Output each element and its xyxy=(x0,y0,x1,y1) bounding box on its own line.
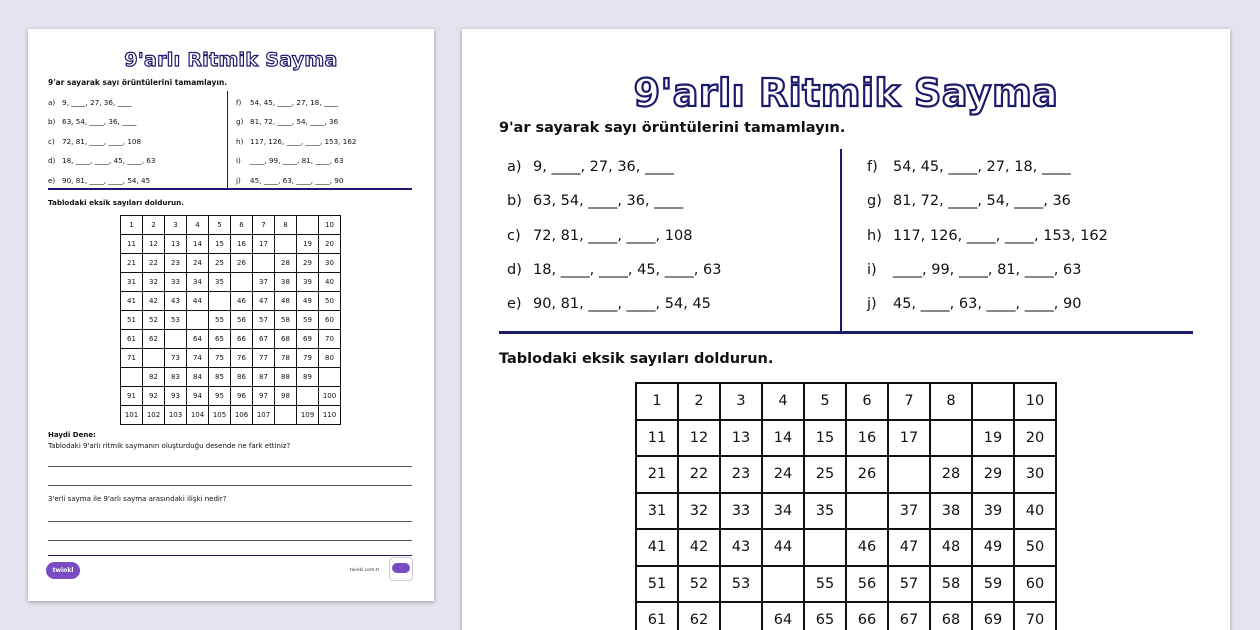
grid-cell: 6 xyxy=(231,216,253,235)
grid-cell-blank xyxy=(275,406,297,425)
grid-row xyxy=(121,406,341,425)
grid-cell: 42 xyxy=(678,529,720,566)
problem-sequence: 90, 81, ____, ____, 54, 45 xyxy=(533,296,711,313)
problem-label: f) xyxy=(236,98,242,107)
grid-row xyxy=(636,493,1056,530)
grid-cell: 20 xyxy=(1014,420,1056,457)
problem-item xyxy=(867,287,1108,321)
grid-cell: 17 xyxy=(253,235,275,254)
grid-cell: 97 xyxy=(253,387,275,406)
worksheet-thumbnail xyxy=(28,29,434,601)
grid-cell: 44 xyxy=(187,292,209,311)
grid-cell: 20 xyxy=(319,235,341,254)
problem-label: j) xyxy=(867,296,877,313)
grid-row xyxy=(121,254,341,273)
grid-cell: 49 xyxy=(297,292,319,311)
grid-cell: 28 xyxy=(275,254,297,273)
grid-cell: 38 xyxy=(275,273,297,292)
grid-cell-blank xyxy=(804,529,846,566)
grid-cell: 48 xyxy=(275,292,297,311)
grid-cell: 64 xyxy=(762,602,804,630)
grid-cell: 21 xyxy=(636,456,678,493)
problem-label: f) xyxy=(867,159,878,175)
grid-cell: 32 xyxy=(678,493,720,530)
problem-label: b) xyxy=(48,117,56,127)
grid-cell: 46 xyxy=(231,292,253,311)
problem-label: g) xyxy=(867,193,882,210)
grid-row xyxy=(121,235,341,254)
grid-cell: 77 xyxy=(253,349,275,368)
problem-label: a) xyxy=(48,98,56,107)
problem-label: h) xyxy=(867,227,882,244)
grid-cell: 95 xyxy=(209,387,231,406)
column-divider xyxy=(227,91,228,188)
grid-cell: 35 xyxy=(209,273,231,292)
grid-cell: 17 xyxy=(888,420,930,457)
grid-cell: 60 xyxy=(319,311,341,330)
grid-cell: 39 xyxy=(972,493,1014,530)
problem-label: c) xyxy=(48,136,55,146)
grid-row xyxy=(636,529,1056,566)
grid-cell: 51 xyxy=(121,311,143,330)
problem-item xyxy=(507,253,721,287)
problem-label: j) xyxy=(236,175,241,185)
grid-cell: 65 xyxy=(804,602,846,630)
grid-row xyxy=(121,292,341,311)
grid-cell: 23 xyxy=(720,456,762,493)
grid-cell: 13 xyxy=(165,235,187,254)
problem-item xyxy=(507,287,721,321)
grid-cell: 67 xyxy=(888,602,930,630)
grid-cell-blank xyxy=(930,420,972,457)
grid-cell: 52 xyxy=(678,566,720,603)
grid-cell: 23 xyxy=(165,254,187,273)
grid-cell: 76 xyxy=(231,349,253,368)
grid-row xyxy=(121,368,341,387)
grid-cell: 1 xyxy=(636,383,678,420)
grid-cell: 94 xyxy=(187,387,209,406)
grid-cell: 24 xyxy=(187,254,209,273)
grid-cell: 56 xyxy=(231,311,253,330)
problem-label: e) xyxy=(507,296,522,313)
grid-cell: 31 xyxy=(636,493,678,530)
grid-row xyxy=(636,383,1056,420)
problem-item xyxy=(236,132,356,151)
problem-sequence: ____, 99, ____, 81, ____, 63 xyxy=(250,156,344,166)
grid-cell: 71 xyxy=(121,349,143,368)
grid-cell: 19 xyxy=(972,420,1014,457)
grid-cell: 34 xyxy=(187,273,209,292)
problem-label: h) xyxy=(236,136,244,146)
grid-cell: 10 xyxy=(319,216,341,235)
grid-cell: 1 xyxy=(121,216,143,235)
grid-cell: 37 xyxy=(888,493,930,530)
grid-cell: 67 xyxy=(253,330,275,349)
grid-cell: 73 xyxy=(165,349,187,368)
grid-cell: 96 xyxy=(231,387,253,406)
grid-cell: 10 xyxy=(1014,383,1056,420)
grid-row xyxy=(121,349,341,368)
instruction-patterns: 9'ar sayarak sayı örüntülerini tamamlayın. xyxy=(48,78,228,87)
grid-cell: 101 xyxy=(121,406,143,425)
grid-cell: 4 xyxy=(187,216,209,235)
grid-cell: 19 xyxy=(297,235,319,254)
grid-cell: 55 xyxy=(209,311,231,330)
instruction-table: Tablodaki eksik sayıları doldurun. xyxy=(48,198,184,207)
grid-cell: 2 xyxy=(678,383,720,420)
problem-label: d) xyxy=(48,156,56,166)
grid-cell: 43 xyxy=(165,292,187,311)
column-divider xyxy=(840,149,842,332)
grid-cell-blank xyxy=(209,292,231,311)
grid-cell: 59 xyxy=(972,566,1014,603)
problem-sequence: 9, ____, 27, 36, ____ xyxy=(62,98,132,107)
grid-cell: 103 xyxy=(165,406,187,425)
problem-item xyxy=(507,150,721,184)
grid-cell-blank xyxy=(253,254,275,273)
grid-cell: 105 xyxy=(209,406,231,425)
grid-cell: 57 xyxy=(253,311,275,330)
problem-sequence: 63, 54, ____, 36, ____ xyxy=(533,193,684,210)
grid-cell: 66 xyxy=(231,330,253,349)
grid-cell: 88 xyxy=(275,368,297,387)
grid-cell: 91 xyxy=(121,387,143,406)
grid-cell: 33 xyxy=(165,273,187,292)
grid-cell: 66 xyxy=(846,602,888,630)
grid-cell-blank xyxy=(297,387,319,406)
grid-cell: 58 xyxy=(275,311,297,330)
grid-cell: 47 xyxy=(253,292,275,311)
try-heading: Haydi Dene: xyxy=(48,431,96,439)
grid-cell: 39 xyxy=(297,273,319,292)
grid-cell: 11 xyxy=(636,420,678,457)
grid-row xyxy=(636,602,1056,630)
grid-cell: 34 xyxy=(762,493,804,530)
problem-item xyxy=(236,112,356,131)
grid-cell-blank xyxy=(121,368,143,387)
problem-sequence: 81, 72, ____, 54, ____, 36 xyxy=(250,117,339,127)
grid-cell: 64 xyxy=(187,330,209,349)
grid-row xyxy=(636,420,1056,457)
grid-cell-blank xyxy=(231,273,253,292)
grid-cell: 50 xyxy=(319,292,341,311)
instruction-table: Tablodaki eksik sayıları doldurun. xyxy=(499,351,774,367)
grid-cell: 59 xyxy=(297,311,319,330)
grid-cell-blank xyxy=(846,493,888,530)
question-2: 3'erli sayma ile 9'arlı sayma arasındaki ilişki nedir? xyxy=(48,495,227,503)
grid-cell: 92 xyxy=(143,387,165,406)
problem-item xyxy=(867,219,1108,253)
grid-cell: 104 xyxy=(187,406,209,425)
problem-sequence: 72, 81, ____, ____, 108 xyxy=(533,227,693,244)
grid-cell: 29 xyxy=(972,456,1014,493)
grid-cell: 22 xyxy=(678,456,720,493)
problem-sequence: ____, 99, ____, 81, ____, 63 xyxy=(893,261,1082,278)
worksheet-zoomed xyxy=(462,29,1230,630)
grid-cell: 61 xyxy=(636,602,678,630)
grid-cell: 5 xyxy=(804,383,846,420)
problem-sequence: 54, 45, ____, 27, 18, ____ xyxy=(893,159,1071,175)
grid-cell: 2 xyxy=(143,216,165,235)
grid-cell: 26 xyxy=(846,456,888,493)
problem-label: c) xyxy=(507,227,521,244)
grid-cell: 60 xyxy=(1014,566,1056,603)
answer-line xyxy=(48,540,412,541)
problem-sequence: 18, ____, ____, 45, ____, 63 xyxy=(533,261,722,278)
problem-item xyxy=(867,253,1108,287)
problem-list-right xyxy=(236,93,356,190)
problem-item xyxy=(507,184,721,218)
grid-cell: 106 xyxy=(231,406,253,425)
problem-item xyxy=(507,219,721,253)
problem-item xyxy=(867,184,1108,218)
grid-cell-blank xyxy=(888,456,930,493)
grid-cell: 26 xyxy=(231,254,253,273)
problem-sequence: 117, 126, ____, ____, 153, 162 xyxy=(893,227,1108,244)
grid-cell: 14 xyxy=(762,420,804,457)
grid-cell: 50 xyxy=(1014,529,1056,566)
grid-cell: 84 xyxy=(187,368,209,387)
grid-cell: 75 xyxy=(209,349,231,368)
grid-cell: 78 xyxy=(275,349,297,368)
page-title: 9'arlı Ritmik Sayma xyxy=(124,49,338,71)
grid-cell: 24 xyxy=(762,456,804,493)
section-divider xyxy=(48,188,412,190)
grid-cell: 80 xyxy=(319,349,341,368)
problem-label: g) xyxy=(236,117,244,127)
answer-line xyxy=(48,466,412,467)
question-1: Tablodaki 9'arlı ritmik saymanın oluşturduğu desende ne fark ettiniz? xyxy=(48,442,291,450)
grid-cell-blank xyxy=(319,368,341,387)
grid-cell: 49 xyxy=(972,529,1014,566)
answer-line xyxy=(48,521,412,522)
grid-cell: 16 xyxy=(846,420,888,457)
grid-cell: 46 xyxy=(846,529,888,566)
problem-sequence: 90, 81, ____, ____, 54, 45 xyxy=(62,175,151,185)
grid-cell: 3 xyxy=(165,216,187,235)
grid-row xyxy=(636,456,1056,493)
grid-cell: 12 xyxy=(143,235,165,254)
grid-cell: 8 xyxy=(275,216,297,235)
grid-cell: 22 xyxy=(143,254,165,273)
answer-line xyxy=(48,485,412,486)
grid-cell: 83 xyxy=(165,368,187,387)
problem-sequence: 117, 126, ____, ____, 153, 162 xyxy=(250,136,357,146)
problem-item xyxy=(48,151,155,170)
problem-sequence: 9, ____, 27, 36, ____ xyxy=(533,159,674,175)
grid-cell: 33 xyxy=(720,493,762,530)
section-divider xyxy=(499,331,1193,334)
grid-cell: 98 xyxy=(275,387,297,406)
grid-cell: 48 xyxy=(930,529,972,566)
problem-sequence: 81, 72, ____, 54, ____, 36 xyxy=(893,193,1071,210)
problem-sequence: 63, 54, ____, 36, ____ xyxy=(62,117,137,127)
grid-cell: 110 xyxy=(319,406,341,425)
grid-cell-blank xyxy=(187,311,209,330)
grid-row xyxy=(121,216,341,235)
grid-cell-blank xyxy=(275,235,297,254)
grid-cell: 55 xyxy=(804,566,846,603)
problem-item xyxy=(867,150,1108,184)
grid-cell: 69 xyxy=(972,602,1014,630)
grid-cell: 37 xyxy=(253,273,275,292)
grid-cell: 35 xyxy=(804,493,846,530)
grid-cell: 21 xyxy=(121,254,143,273)
grid-row xyxy=(121,311,341,330)
grid-cell: 6 xyxy=(846,383,888,420)
grid-cell: 8 xyxy=(930,383,972,420)
grid-cell: 41 xyxy=(636,529,678,566)
problem-label: i) xyxy=(867,261,877,278)
grid-cell: 100 xyxy=(319,387,341,406)
grid-cell: 56 xyxy=(846,566,888,603)
problem-item xyxy=(48,93,155,112)
grid-cell: 7 xyxy=(888,383,930,420)
grid-cell: 69 xyxy=(297,330,319,349)
problem-item xyxy=(48,112,155,131)
grid-cell: 28 xyxy=(930,456,972,493)
grid-cell: 68 xyxy=(930,602,972,630)
grid-cell: 30 xyxy=(1014,456,1056,493)
grid-cell: 14 xyxy=(187,235,209,254)
grid-cell: 7 xyxy=(253,216,275,235)
grid-cell: 93 xyxy=(165,387,187,406)
grid-cell: 29 xyxy=(297,254,319,273)
grid-cell: 79 xyxy=(297,349,319,368)
grid-cell: 3 xyxy=(720,383,762,420)
grid-cell: 85 xyxy=(209,368,231,387)
grid-cell: 15 xyxy=(804,420,846,457)
grid-cell: 61 xyxy=(121,330,143,349)
grid-cell: 31 xyxy=(121,273,143,292)
grid-cell: 40 xyxy=(319,273,341,292)
problem-label: i) xyxy=(236,156,241,166)
grid-cell: 70 xyxy=(319,330,341,349)
grid-cell: 107 xyxy=(253,406,275,425)
grid-cell: 44 xyxy=(762,529,804,566)
problem-label: e) xyxy=(48,175,56,185)
problem-item xyxy=(48,132,155,151)
grid-cell: 58 xyxy=(930,566,972,603)
grid-cell-blank xyxy=(143,349,165,368)
grid-row xyxy=(121,330,341,349)
grid-cell: 89 xyxy=(297,368,319,387)
grid-cell: 25 xyxy=(209,254,231,273)
grid-cell-blank xyxy=(165,330,187,349)
grid-cell-blank xyxy=(972,383,1014,420)
grid-cell: 102 xyxy=(143,406,165,425)
grid-cell: 5 xyxy=(209,216,231,235)
problem-sequence: 54, 45, ____, 27, 18, ____ xyxy=(250,98,339,107)
grid-cell: 62 xyxy=(678,602,720,630)
grid-cell: 109 xyxy=(297,406,319,425)
grid-cell-blank xyxy=(762,566,804,603)
grid-cell: 52 xyxy=(143,311,165,330)
grid-row xyxy=(121,387,341,406)
grid-cell: 57 xyxy=(888,566,930,603)
problem-sequence: 45, ____, 63, ____, ____, 90 xyxy=(250,175,344,185)
grid-cell: 13 xyxy=(720,420,762,457)
grid-row xyxy=(121,273,341,292)
grid-cell: 86 xyxy=(231,368,253,387)
grid-cell: 12 xyxy=(678,420,720,457)
grid-cell: 25 xyxy=(804,456,846,493)
grid-cell: 41 xyxy=(121,292,143,311)
grid-row xyxy=(636,566,1056,603)
grid-cell: 43 xyxy=(720,529,762,566)
grid-cell-blank xyxy=(297,216,319,235)
number-grid xyxy=(635,382,1057,630)
problem-list-right xyxy=(867,150,1108,321)
problem-list-left xyxy=(507,150,721,321)
grid-cell: 47 xyxy=(888,529,930,566)
grid-cell: 40 xyxy=(1014,493,1056,530)
problem-sequence: 72, 81, ____, ____, 108 xyxy=(62,136,142,146)
grid-cell: 82 xyxy=(143,368,165,387)
grid-cell: 42 xyxy=(143,292,165,311)
problem-label: d) xyxy=(507,261,522,278)
badge-logo xyxy=(389,557,413,581)
instruction-patterns: 9'ar sayarak sayı örüntülerini tamamlayın. xyxy=(499,120,846,136)
grid-cell: 70 xyxy=(1014,602,1056,630)
grid-cell: 11 xyxy=(121,235,143,254)
grid-cell: 16 xyxy=(231,235,253,254)
problem-sequence: 18, ____, ____, 45, ____, 63 xyxy=(62,156,156,166)
footer-divider xyxy=(48,555,412,556)
grid-cell: 65 xyxy=(209,330,231,349)
grid-cell: 51 xyxy=(636,566,678,603)
grid-cell: 62 xyxy=(143,330,165,349)
problem-label: b) xyxy=(507,193,522,210)
grid-cell: 15 xyxy=(209,235,231,254)
grid-cell: 68 xyxy=(275,330,297,349)
problem-sequence: 45, ____, 63, ____, ____, 90 xyxy=(893,296,1082,313)
problem-list-left xyxy=(48,93,155,190)
footer-url: twinkl.com.tr xyxy=(350,568,380,573)
grid-cell: 30 xyxy=(319,254,341,273)
grid-cell: 32 xyxy=(143,273,165,292)
problem-item xyxy=(236,151,356,170)
number-grid xyxy=(120,215,341,425)
twinkl-logo: twinkl xyxy=(46,562,80,579)
grid-cell: 87 xyxy=(253,368,275,387)
grid-cell: 4 xyxy=(762,383,804,420)
problem-item xyxy=(236,93,356,112)
grid-cell: 38 xyxy=(930,493,972,530)
grid-cell: 53 xyxy=(720,566,762,603)
grid-cell-blank xyxy=(720,602,762,630)
page-title: 9'arlı Ritmik Sayma xyxy=(633,71,1059,115)
grid-cell: 74 xyxy=(187,349,209,368)
grid-cell: 53 xyxy=(165,311,187,330)
problem-label: a) xyxy=(507,159,522,175)
